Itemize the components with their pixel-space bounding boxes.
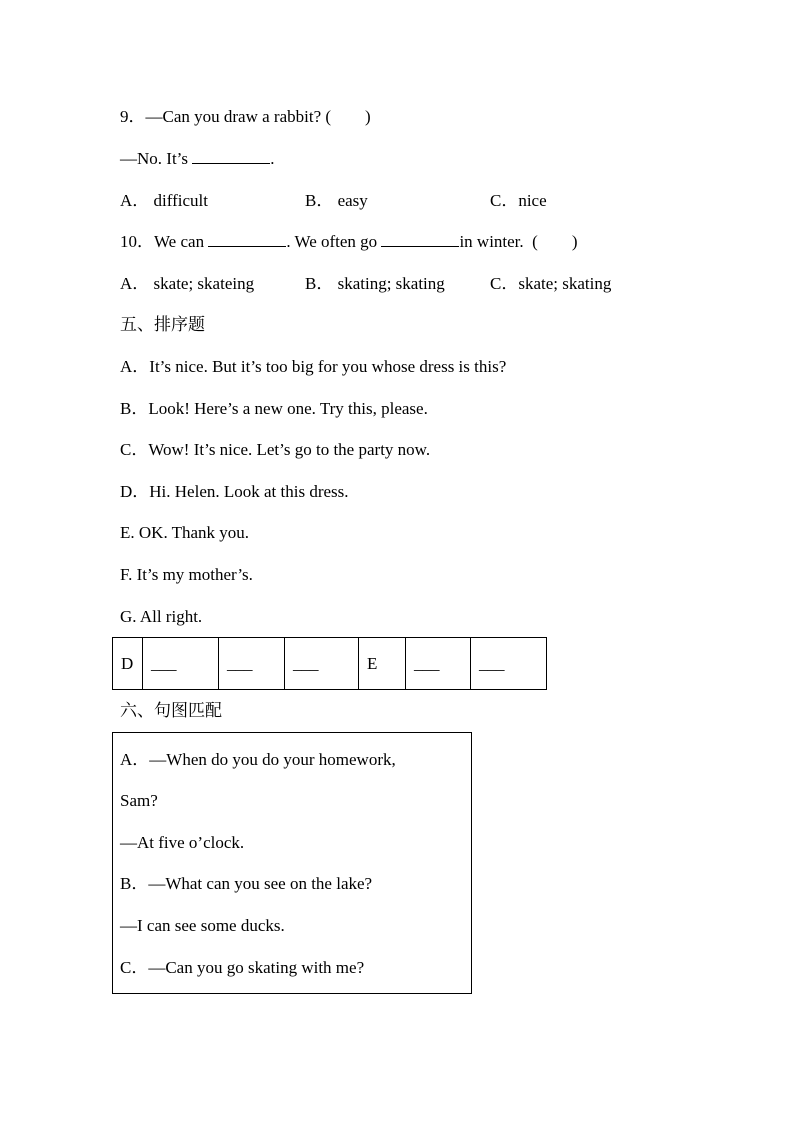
order-cell-7[interactable]: ___ bbox=[471, 638, 547, 690]
section6-line-6: C．—Can you go skating with me? bbox=[120, 958, 365, 977]
order-cell-4[interactable]: ___ bbox=[285, 638, 359, 690]
q10-option-b: B． skating; skating bbox=[305, 274, 445, 293]
order-cell-3[interactable]: ___ bbox=[219, 638, 285, 690]
q9-answer-blank[interactable] bbox=[192, 149, 270, 164]
section5-item-b: B．Look! Here’s a new one. Try this, please. bbox=[120, 399, 428, 418]
section5-item-a: A．It’s nice. But it’s too big for you whose dress is this? bbox=[120, 357, 507, 376]
q10-question bbox=[120, 232, 577, 252]
section6-line-1: A．—When do you do your homework, bbox=[120, 750, 396, 769]
q10-option-a: A． skate; skateing bbox=[120, 274, 255, 293]
q9-answer-suffix: . bbox=[270, 149, 275, 168]
order-answer-table bbox=[112, 637, 547, 690]
q10-part3: in winter. ( ) bbox=[459, 232, 578, 251]
q9-option-c: C．nice bbox=[490, 191, 547, 210]
q9-answer-line bbox=[120, 149, 275, 169]
q10-part1: 10．We can bbox=[120, 232, 209, 251]
order-cell-1: D bbox=[113, 638, 143, 690]
q9-answer-prefix: —No. It’s bbox=[120, 149, 193, 168]
section5-item-f: F. It’s my mother’s. bbox=[120, 565, 253, 584]
order-cell-6[interactable]: ___ bbox=[406, 638, 471, 690]
q9-question: 9．—Can you draw a rabbit? ( ) bbox=[120, 107, 371, 126]
section6-line-5: —I can see some ducks. bbox=[120, 916, 285, 935]
section5-item-d: D．Hi. Helen. Look at this dress. bbox=[120, 482, 349, 501]
q9-option-b: B． easy bbox=[305, 191, 368, 210]
section5-item-g: G. All right. bbox=[120, 607, 203, 626]
q10-part2: . We often go bbox=[286, 232, 382, 251]
q10-option-c: C．skate; skating bbox=[490, 274, 612, 293]
order-cell-2[interactable]: ___ bbox=[143, 638, 219, 690]
section5-item-c: C．Wow! It’s nice. Let’s go to the party now. bbox=[120, 440, 431, 459]
section6-line-4: B．—What can you see on the lake? bbox=[120, 874, 373, 893]
section6-line-2: Sam? bbox=[120, 791, 158, 810]
match-text-box bbox=[112, 732, 472, 994]
section5-item-e: E. OK. Thank you. bbox=[120, 523, 250, 542]
q10-blank-1[interactable] bbox=[208, 232, 286, 247]
order-cell-5: E bbox=[359, 638, 406, 690]
q9-option-a: A． difficult bbox=[120, 191, 208, 210]
section6-title: 六、句图匹配 bbox=[120, 701, 222, 721]
q10-blank-2[interactable] bbox=[381, 232, 459, 247]
section5-title: 五、排序题 bbox=[120, 315, 205, 335]
section6-line-3: —At five o’clock. bbox=[120, 833, 245, 852]
